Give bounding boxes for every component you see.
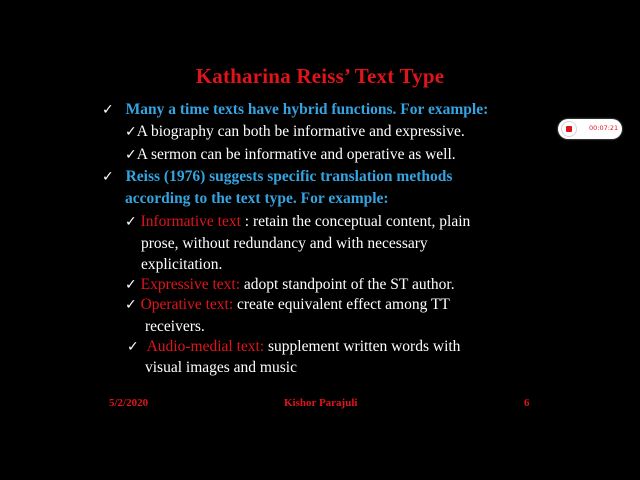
checkmark-icon: ✓ (125, 297, 137, 313)
sub-bullet-sermon (125, 146, 456, 164)
operative-text: create equivalent effect among TT (233, 296, 450, 313)
footer-author: Kishor Parajuli (284, 397, 358, 409)
informative-text: : retain the conceptual content, plain (240, 213, 471, 230)
checkmark-icon: ✓ (125, 277, 137, 293)
bullet-text: Many a time texts have hybrid functions. For example: (125, 101, 489, 118)
checkmark-icon: ✓ (125, 147, 137, 163)
footer-date: 5/2/2020 (109, 397, 149, 409)
checkmark-icon: ✓ (127, 339, 139, 355)
operative-label: Operative text: (140, 296, 234, 313)
checkmark-icon: ✓ (102, 169, 114, 185)
informative-text-cont: prose, without redundancy and with necessary (141, 235, 428, 252)
expressive-label: Expressive text: (140, 276, 241, 293)
audio-medial-label: Audio-medial text: (146, 338, 265, 355)
checkmark-icon: ✓ (102, 102, 114, 118)
sub-bullet-informative (125, 213, 470, 231)
bullet-text: A biography can both be informative and expressive. (136, 123, 465, 140)
informative-label: Informative text (140, 213, 241, 230)
sub-bullet-operative (125, 296, 450, 314)
sub-bullet-biography (125, 123, 465, 141)
sub-bullet-expressive (125, 276, 455, 294)
screen-recorder-widget (558, 119, 622, 139)
operative-text-cont: receivers. (145, 318, 205, 335)
audio-medial-text: supplement written words with (264, 338, 461, 355)
checkmark-icon: ✓ (125, 214, 137, 230)
bullet-text: Reiss (1976) suggests specific translation methods (125, 168, 453, 185)
stop-record-icon[interactable] (561, 121, 577, 137)
checkmark-icon: ✓ (125, 124, 137, 140)
footer-page-number: 6 (524, 397, 530, 409)
bullet-hybrid-functions (102, 101, 488, 119)
bullet-text: A sermon can be informative and operative as well. (136, 146, 456, 163)
expressive-text: adopt standpoint of the ST author. (240, 276, 455, 293)
recording-timer: 00:07:21 (589, 124, 619, 132)
informative-text-cont: explicitation. (141, 256, 223, 273)
bullet-reiss-methods-cont: according to the text type. For example: (125, 190, 389, 207)
bullet-reiss-methods (102, 168, 452, 186)
sub-bullet-audio-medial (127, 338, 460, 356)
slide-title: Katharina Reiss’ Text Type (195, 64, 445, 88)
audio-medial-text-cont: visual images and music (145, 359, 297, 376)
